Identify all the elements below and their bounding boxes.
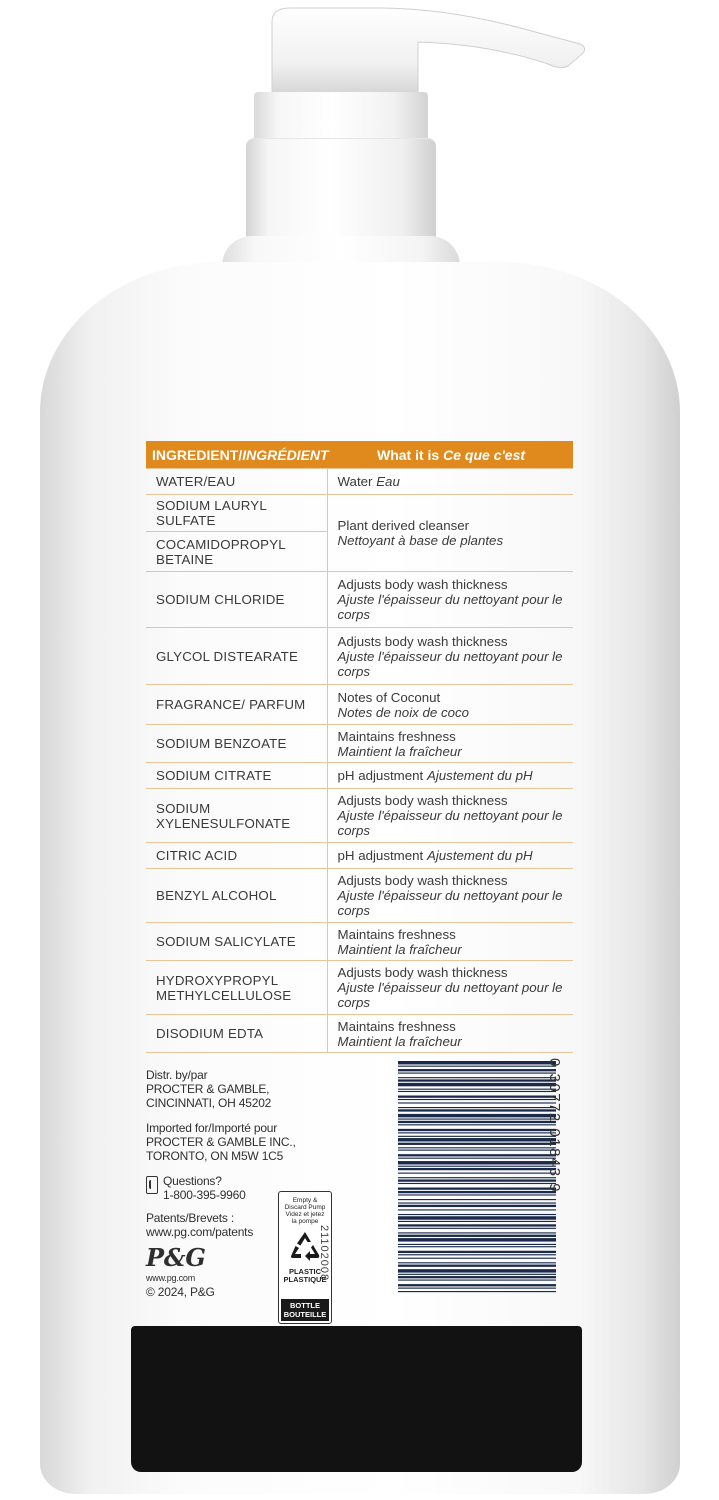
barcode-bar [398, 1107, 556, 1108]
table-row [146, 495, 573, 532]
barcode-bar [398, 1158, 556, 1159]
barcode-bar [398, 1235, 556, 1237]
distr-label: Distr. by/par [146, 1068, 208, 1082]
barcode-bar [398, 1136, 556, 1137]
import-city: TORONTO, ON M5W 1C5 [146, 1149, 284, 1163]
barcode-bar [398, 1199, 556, 1200]
barcode-bar [398, 1288, 556, 1289]
barcode-bar [398, 1166, 556, 1167]
pump-instructions: Empty & Discard Pump Videz et jetez la pompe [284, 1197, 326, 1225]
barcode-bar [398, 1168, 556, 1170]
barcode-bar [398, 1061, 556, 1064]
ingredient-function: Maintains freshness Maintient la fraîcheur [327, 923, 573, 961]
ingredient-name: FRAGRANCE/ PARFUM [146, 685, 327, 725]
barcode-bar [398, 1224, 556, 1226]
barcode-bar [398, 1291, 556, 1292]
ingredient-function: Plant derived cleanser Nettoyant à base de plantes [327, 495, 573, 572]
barcode-bar [398, 1069, 556, 1071]
barcode-bar [398, 1244, 556, 1245]
ingredient-function: Adjusts body wash thickness Ajuste l'épaisseur du nettoyant pour le corps [327, 628, 573, 685]
table-row [146, 1015, 573, 1053]
barcode-bar [398, 1251, 556, 1253]
table-row [146, 469, 573, 495]
barcode-bar [398, 1179, 556, 1181]
barcode [398, 1059, 570, 1295]
pg-logo: P&G [146, 1243, 206, 1272]
barcode-bar [398, 1214, 556, 1215]
ingredient-function: Adjusts body wash thickness Ajuste l'épaisseur du nettoyant pour le corps [327, 961, 573, 1015]
ingredient-name: SODIUM XYLENESULFONATE [146, 789, 327, 843]
barcode-bar [398, 1265, 556, 1267]
ingredient-function: Water Eau [327, 469, 573, 495]
table-row [146, 843, 573, 869]
ingredient-function: Adjusts body wash thickness Ajuste l'épaisseur du nettoyant pour le corps [327, 869, 573, 923]
barcode-bar [398, 1194, 556, 1195]
barcode-bar [398, 1132, 556, 1133]
barcode-bar [398, 1099, 556, 1100]
barcode-bar [398, 1258, 556, 1259]
ingredient-name: DISODIUM EDTA [146, 1015, 327, 1053]
ingredient-name: CITRIC ACID [146, 843, 327, 869]
barcode-bar [398, 1073, 556, 1074]
ingredient-name: WATER/EAU [146, 469, 327, 495]
barcode-bar [398, 1161, 556, 1164]
ingredient-name: SODIUM LAURYL SULFATE [146, 495, 327, 532]
ingredient-name: SODIUM SALICYLATE [146, 923, 327, 961]
ingredient-header: INGREDIENT/INGRÉDIENT [146, 441, 327, 469]
questions-label: Questions? [163, 1174, 222, 1188]
barcode-bar [398, 1079, 556, 1081]
barcode-bar [398, 1221, 556, 1222]
lot-code: 21102008 [318, 1225, 330, 1282]
barcode-bar [398, 1138, 556, 1141]
ingredient-function: Maintains freshness Maintient la fraîcheur [327, 1015, 573, 1053]
barcode-bar [398, 1129, 556, 1131]
ingredient-function: Adjusts body wash thickness Ajuste l'épaisseur du nettoyant pour le corps [327, 572, 573, 628]
barcode-bar [398, 1077, 556, 1078]
barcode-bar [398, 1114, 556, 1117]
ingredient-name: BENZYL ALCOHOL [146, 869, 327, 923]
barcode-bar [398, 1121, 556, 1123]
table-row [146, 961, 573, 1015]
table-row [146, 725, 573, 763]
importer-block [146, 1121, 296, 1163]
ingredient-name: SODIUM BENZOATE [146, 725, 327, 763]
barcode-bar [398, 1238, 556, 1241]
table-row [146, 628, 573, 685]
table-row [146, 685, 573, 725]
barcode-bar [398, 1096, 556, 1098]
barcode-bar [398, 1102, 556, 1103]
ingredient-name: SODIUM CITRATE [146, 763, 327, 789]
barcode-digits: 0 30772 01843 9 [546, 1058, 563, 1194]
ingredient-function: Maintains freshness Maintient la fraîcheur [327, 725, 573, 763]
table-row [146, 572, 573, 628]
barcode-bar [398, 1284, 556, 1286]
patents-url: www.pg.com/patents [146, 1225, 254, 1239]
copyright: © 2024, P&G [146, 1285, 215, 1299]
ingredient-name: HYDROXYPROPYL METHYLCELLULOSE [146, 961, 327, 1015]
table-row [146, 789, 573, 843]
barcode-bar [398, 1202, 556, 1203]
phone-icon [146, 1176, 158, 1194]
table-row [146, 763, 573, 789]
barcode-bar [398, 1089, 556, 1090]
barcode-bar [398, 1232, 556, 1233]
barcode-bar [398, 1280, 556, 1281]
barcode-bar [398, 1083, 556, 1086]
barcode-bar [398, 1262, 556, 1263]
barcode-bar [398, 1147, 556, 1148]
table-row [146, 923, 573, 961]
barcode-bar [398, 1254, 556, 1255]
patents-label: Patents/Brevets : [146, 1211, 234, 1225]
questions-block [146, 1174, 266, 1202]
import-label: Imported for/Importé pour [146, 1121, 278, 1135]
phone-number: 1-800-395-9960 [163, 1188, 246, 1202]
barcode-bar [398, 1183, 556, 1184]
distributor-block [146, 1068, 272, 1110]
barcode-bar [398, 1177, 556, 1178]
barcode-bar [398, 1150, 556, 1151]
barcode-bar [398, 1216, 556, 1219]
barcode-bar [398, 1246, 556, 1247]
barcode-bar [398, 1188, 556, 1190]
barcode-bar [398, 1173, 556, 1174]
ingredient-name: SODIUM CHLORIDE [146, 572, 327, 628]
material-label: PLASTIC PLASTIQUE [283, 1267, 327, 1284]
patents-block [146, 1211, 266, 1239]
ingredient-function: pH adjustment Ajustement du pH [327, 763, 573, 789]
barcode-bar [398, 1205, 556, 1207]
ingredient-function: Notes of Coconut Notes de noix de coco [327, 685, 573, 725]
barcode-bar [398, 1274, 556, 1275]
barcode-bar [398, 1109, 556, 1111]
bottle-label: BOTTLE BOUTEILLE [281, 1299, 329, 1321]
barcode-bar [398, 1154, 556, 1156]
black-label-band [131, 1326, 582, 1472]
barcode-bar [398, 1228, 556, 1229]
barcode-bar [398, 1124, 556, 1125]
table-row [146, 869, 573, 923]
barcode-bar [398, 1143, 556, 1145]
distr-city: CINCINNATI, OH 45202 [146, 1096, 272, 1110]
distributor-info [146, 1068, 296, 1299]
barcode-bar [398, 1209, 556, 1210]
barcode-bar [398, 1276, 556, 1278]
barcode-bar [398, 1091, 556, 1092]
barcode-bar [398, 1119, 556, 1120]
import-name: PROCTER & GAMBLE INC., [146, 1135, 296, 1149]
pump-nozzle [268, 4, 588, 100]
barcode-bar [398, 1269, 556, 1272]
table-header-row [146, 441, 573, 469]
ingredient-function: pH adjustment Ajustement du pH [327, 843, 573, 869]
barcode-bar [398, 1066, 556, 1067]
pg-url: www.pg.com [146, 1273, 196, 1283]
what-it-is-header: What it is Ce que c'est [327, 441, 573, 469]
ingredient-table [146, 441, 573, 1053]
ingredient-name: GLYCOL DISTEARATE [146, 628, 327, 685]
ingredient-function: Adjusts body wash thickness Ajuste l'épaisseur du nettoyant pour le corps [327, 789, 573, 843]
pump-ring [246, 138, 436, 250]
barcode-bar [398, 1191, 556, 1193]
distr-name: PROCTER & GAMBLE, [146, 1082, 270, 1096]
ingredient-name: COCAMIDOPROPYL BETAINE [146, 532, 327, 572]
